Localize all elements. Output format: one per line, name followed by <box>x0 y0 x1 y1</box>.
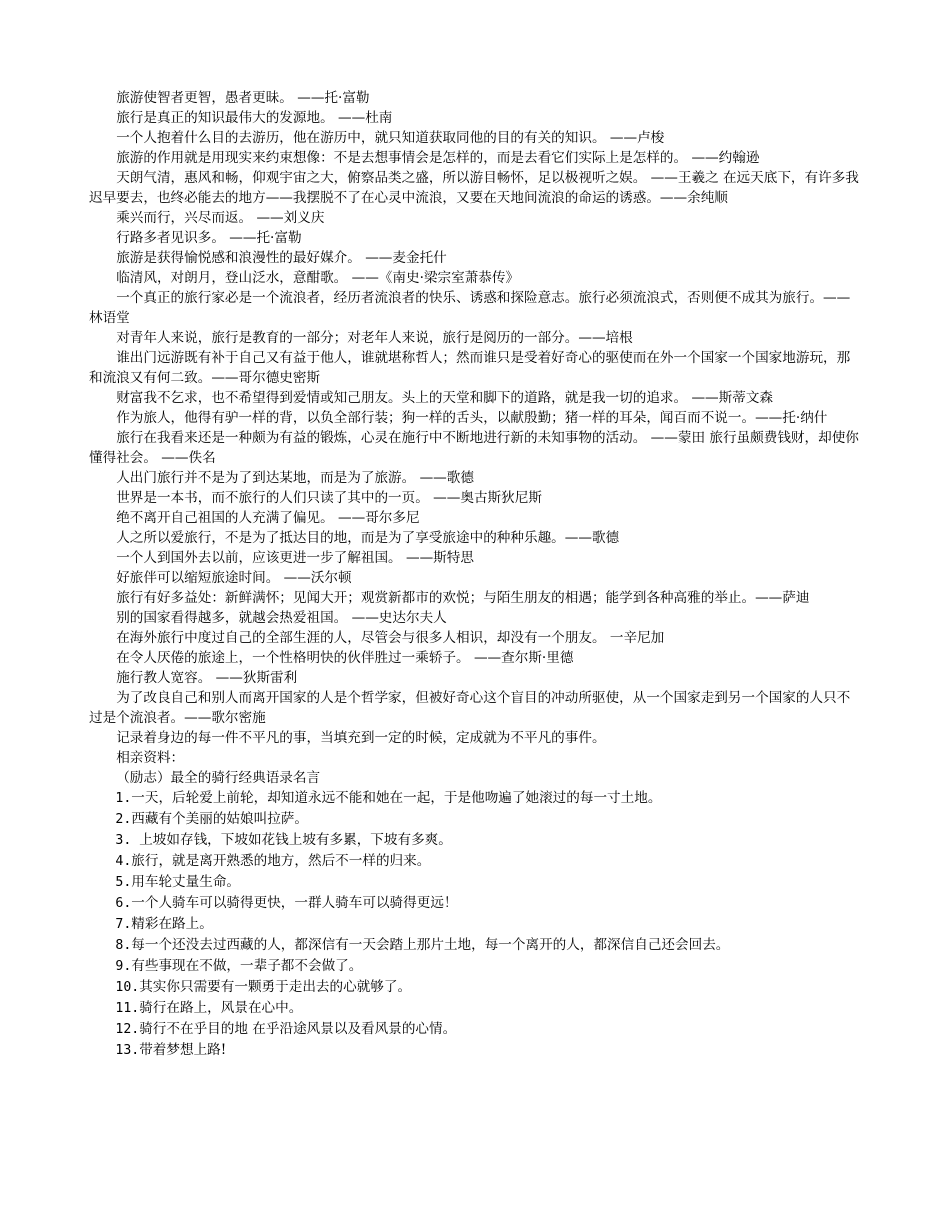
item-text: 旅行，就是离开熟悉的地方，然后不一样的归来。 <box>131 853 431 869</box>
quote-paragraph: 旅游的作用就是用现实来约束想像：不是去想事情会是怎样的，而是去看它们实际上是怎样的。 ——约翰逊 <box>116 150 760 166</box>
item-text: 一天，后轮爱上前轮，却知道永远不能和她在一起，于是他吻遍了她滚过的每一寸土地。 <box>131 790 662 806</box>
item-text: 上坡如存钱，下坡如花钱上坡有多累，下坡有多爽。 <box>139 832 452 848</box>
item-text: 用车轮丈量生命。 <box>131 874 241 890</box>
list-item <box>89 977 859 998</box>
cycling-quotes-list <box>89 788 859 1061</box>
related-label: 相亲资料： <box>116 750 185 766</box>
quote-paragraph: 好旅伴可以缩短旅途时间。 ——沃尔顿 <box>116 570 352 586</box>
list-item <box>89 998 859 1019</box>
quote-paragraph: 绝不离开自己祖国的人充满了偏见。 ——哥尔多尼 <box>116 510 420 526</box>
list-item <box>89 1040 859 1061</box>
quote-paragraph: 施行教人宽容。 ——狄斯雷利 <box>116 670 298 686</box>
quote-paragraph: 为了改良自己和别人而离开国家的人是个哲学家，但被好奇心这个盲目的冲动所驱使，从一个国家走到另一个国家的人只不过是个流浪者。——歌尔密施 <box>89 690 851 726</box>
item-number: 12. <box>115 1022 140 1037</box>
quote-paragraph: 乘兴而行，兴尽而返。 ——刘义庆 <box>116 210 325 226</box>
item-text: 骑行不在乎目的地 在乎沿途风景以及看风景的心情。 <box>139 1021 457 1037</box>
item-number: 8. <box>115 938 132 953</box>
item-text: 一个人骑车可以骑得更快，一群人骑车可以骑得更远！ <box>131 895 458 911</box>
quote-paragraph: 天朗气清，惠风和畅，仰观宇宙之大，俯察品类之盛，所以游目畅怀，足以极视听之娱。 ——王羲之 在远天底下，有许多我迟早要去，也终必能去的地方——我摆脱不了在心灵中流浪，又要在天地间流浪的命运的诱惑。——余纯顺 <box>89 170 859 206</box>
document-page <box>89 88 859 1061</box>
item-number: 7. <box>115 917 132 932</box>
quote-paragraph: 人出门旅行并不是为了到达某地，而是为了旅游。 ——歌德 <box>116 470 474 486</box>
list-item <box>89 893 859 914</box>
list-item <box>89 1019 859 1040</box>
quote-paragraph: 一个人抱着什么目的去游历，他在游历中，就只知道获取同他的目的有关的知识。 ——卢梭 <box>116 130 665 146</box>
quote-paragraph: 旅游使智者更智，愚者更昧。 ——托·富勒 <box>116 90 370 106</box>
quote-paragraph: 临清风，对朗月，登山泛水，意酣歌。 ——《南史·梁宗室萧恭传》 <box>116 270 520 286</box>
quote-paragraph: 作为旅人，他得有驴一样的背，以负全部行装；狗一样的舌头，以献殷勤；猪一样的耳朵，闻百而不说一。——托·纳什 <box>116 410 828 426</box>
list-item <box>89 830 859 851</box>
quote-paragraph: 记录着身边的每一件不平凡的事，当填充到一定的时候，定成就为不平凡的事件。 <box>116 730 606 746</box>
list-item <box>89 935 859 956</box>
list-item <box>89 872 859 893</box>
quote-paragraph: 谁出门远游既有补于自己又有益于他人，谁就堪称哲人；然而谁只是受着好奇心的驱使而在外一个国家一个国家地游玩，那和流浪又有何二致。——哥尔德史密斯 <box>89 350 851 386</box>
quote-paragraph: 行路多者见识多。 ——托·富勒 <box>116 230 302 246</box>
list-item <box>89 809 859 830</box>
quote-paragraph: 财富我不乞求，也不希望得到爱情或知己朋友。头上的天堂和脚下的道路，就是我一切的追求。 ——斯蒂文森 <box>116 390 774 406</box>
list-item <box>89 956 859 977</box>
quote-paragraph: 旅行是真正的知识最伟大的发源地。 ——杜南 <box>116 110 393 126</box>
quote-paragraph: 在海外旅行中度过自己的全部生涯的人，尽管会与很多人相识，却没有一个朋友。 一辛尼加 <box>116 630 665 646</box>
item-number: 11. <box>115 1001 140 1016</box>
item-text: 骑行在路上，风景在心中。 <box>139 1000 303 1016</box>
quote-paragraph: 在令人厌倦的旅途上，一个性格明快的伙伴胜过一乘轿子。 ——查尔斯·里德 <box>116 650 574 666</box>
quote-paragraph: 世界是一本书，而不旅行的人们只读了其中的一页。 ——奥古斯狄尼斯 <box>116 490 542 506</box>
item-text: 有些事现在不做，一辈子都不会做了。 <box>131 958 363 974</box>
quote-paragraph: 人之所以爱旅行，不是为了抵达目的地，而是为了享受旅途中的种种乐趣。——歌德 <box>116 530 620 546</box>
list-item <box>89 914 859 935</box>
item-text: 带着梦想上路! <box>139 1042 227 1058</box>
item-number: 9. <box>115 959 132 974</box>
quote-paragraph: 对青年人来说，旅行是教育的一部分；对老年人来说，旅行是阅历的一部分。——培根 <box>116 330 633 346</box>
item-text: 其实你只需要有一颗勇于走出去的心就够了。 <box>139 979 412 995</box>
item-number: 10. <box>115 980 140 995</box>
item-number: 4. <box>115 854 132 869</box>
quote-paragraph: 一个真正的旅行家必是一个流浪者，经历者流浪者的快乐、诱惑和探险意志。旅行必须流浪式，否则便不成其为旅行。——林语堂 <box>89 290 851 326</box>
list-title: （励志）最全的骑行经典语录名言 <box>116 770 321 786</box>
item-number: 13. <box>115 1043 140 1058</box>
quote-paragraph: 旅行有好多益处：新鲜满怀；见闻大开；观赏新都市的欢悦；与陌生朋友的相遇；能学到各种高雅的举止。——萨迪 <box>116 590 810 606</box>
item-number: 6. <box>115 896 132 911</box>
item-text: 每一个还没去过西藏的人，都深信有一天会踏上那片土地，每一个离开的人，都深信自己还会回去。 <box>131 937 730 953</box>
quote-paragraph: 别的国家看得越多，就越会热爱祖国。 ——史达尔夫人 <box>116 610 447 626</box>
item-number: 5. <box>115 875 132 890</box>
item-number: 2. <box>115 812 132 827</box>
item-text: 西藏有个美丽的姑娘叫拉萨。 <box>131 811 308 827</box>
item-number: 3. <box>115 833 140 848</box>
list-item <box>89 788 859 809</box>
quote-paragraph: 旅行在我看来还是一种颇为有益的锻炼，心灵在施行中不断地进行新的未知事物的活动。 ——蒙田 旅行虽颇费钱财，却使你懂得社会。 ——佚名 <box>89 430 859 466</box>
quote-paragraph: 一个人到国外去以前，应该更进一步了解祖国。 ——斯特思 <box>116 550 474 566</box>
list-item <box>89 851 859 872</box>
item-number: 1. <box>115 791 132 806</box>
quote-paragraph: 旅游是获得愉悦感和浪漫性的最好媒介。 ——麦金托什 <box>116 250 447 266</box>
item-text: 精彩在路上。 <box>131 916 213 932</box>
